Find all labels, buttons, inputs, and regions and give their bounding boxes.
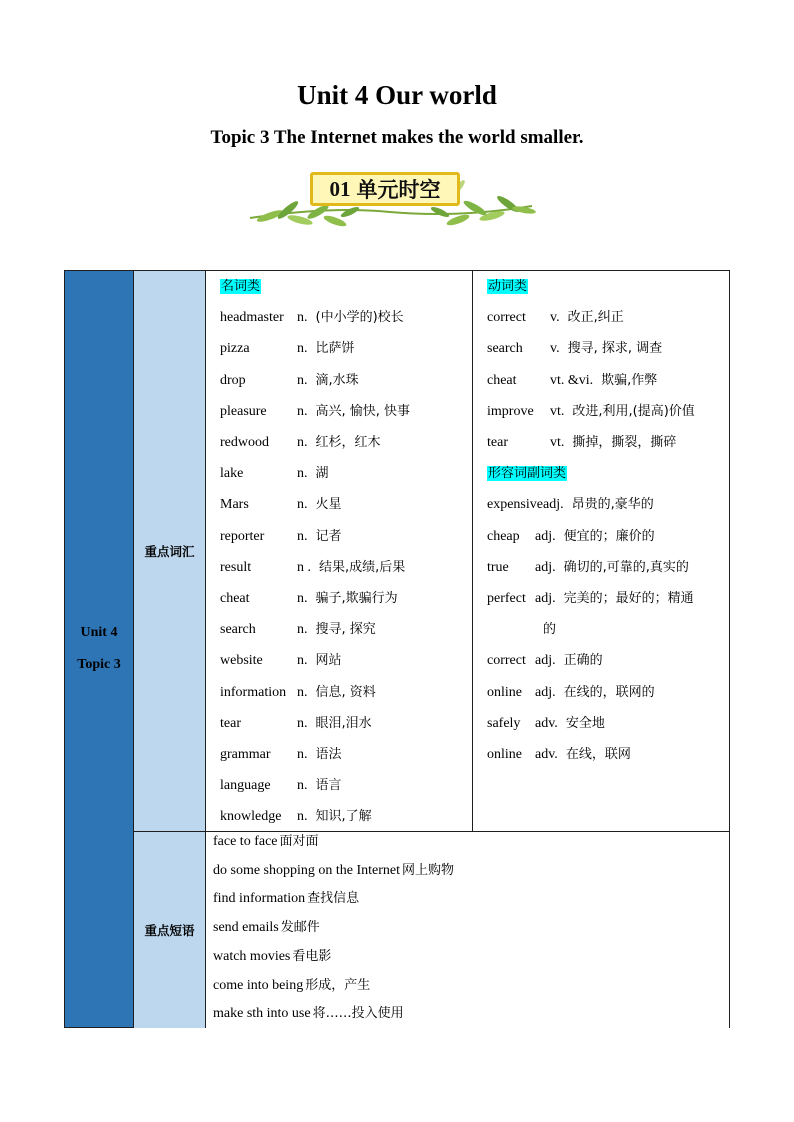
vocab-entry <box>487 370 657 392</box>
vocab-pos: adj. <box>535 559 556 575</box>
phrase-item <box>213 860 454 882</box>
vocab-meaning: 确切的,可靠的,真实的 <box>563 559 689 575</box>
vocab-entry <box>220 588 398 610</box>
vocab-entry <box>220 307 404 329</box>
vocab-entry <box>487 619 556 641</box>
vocab-entry <box>220 619 376 641</box>
vocab-meaning: 撕掉，撕裂，撕碎 <box>572 435 677 450</box>
vocab-meaning: 红杉，红木 <box>315 435 381 450</box>
vocab-meaning: 安全地 <box>565 715 605 731</box>
vocab-pos: n. <box>297 778 308 794</box>
vocab-category-cell <box>134 270 206 832</box>
unit-label: Unit 4 <box>80 625 118 640</box>
vocab-entry <box>220 682 376 704</box>
phrase-english: face to face <box>213 834 278 849</box>
vocab-pos: adj. <box>535 591 556 606</box>
vocab-word: correct <box>487 653 526 669</box>
vocab-entry <box>220 526 342 548</box>
banner-number: 01 <box>329 176 351 201</box>
vocab-word: perfect <box>487 591 526 606</box>
vocab-meaning: 火星 <box>315 497 342 513</box>
vocab-pos: n. <box>297 372 308 388</box>
vocab-pos: adv. <box>535 747 558 762</box>
phrase-item <box>213 888 359 910</box>
vocab-entry <box>220 338 355 360</box>
topic-label: Topic 3 <box>77 657 121 672</box>
vocab-meaning: 记者 <box>315 528 342 544</box>
vocab-word: cheap <box>487 528 520 544</box>
phrase-item <box>213 831 319 853</box>
vocab-word: pizza <box>220 341 250 357</box>
vocab-meaning: 改正,纠正 <box>567 310 624 326</box>
vocab-entry <box>220 401 410 423</box>
banner-box <box>310 172 460 206</box>
verbs-heading: 动词类 <box>488 279 528 294</box>
vocab-meaning: 知识,了解 <box>315 809 372 825</box>
vocab-word: search <box>220 622 256 638</box>
vocab-pos: v. <box>550 310 560 326</box>
phrase-item <box>213 917 320 939</box>
vocab-entry <box>487 526 655 548</box>
vocab-word: website <box>220 653 263 669</box>
phrase-chinese: 网上购物 <box>402 862 455 878</box>
vocab-entry <box>487 588 694 610</box>
vocab-word: drop <box>220 372 246 388</box>
vocab-word: correct <box>487 310 526 326</box>
vocab-meaning: 在线，联网 <box>565 747 631 762</box>
vocab-pos: adj. <box>535 653 556 669</box>
vocab-word: tear <box>487 435 508 450</box>
vocab-pos: vt. <box>550 403 565 419</box>
banner-text: 单元时空 <box>356 178 441 202</box>
vocab-entry <box>487 338 662 360</box>
vocab-meaning: 搜寻, 探求, 调查 <box>567 341 663 357</box>
vocab-word: information <box>220 684 287 700</box>
vocab-word: pleasure <box>220 403 267 419</box>
vocab-word: cheat <box>487 372 517 388</box>
phrases-cell <box>206 831 730 1028</box>
vocab-meaning: 完美的；最好的；精通 <box>563 591 694 606</box>
vocab-entry <box>220 494 342 516</box>
vocab-meaning: 高兴, 愉快, 快事 <box>315 403 411 419</box>
vocab-word: safely <box>487 715 521 731</box>
vocab-entry <box>220 463 329 485</box>
vocab-pos: vt. <box>550 435 565 450</box>
vocab-word: reporter <box>220 528 265 544</box>
vocab-entry <box>487 432 676 454</box>
vocab-pos: n. <box>297 622 308 638</box>
vocab-entry <box>487 682 655 704</box>
vocab-meaning: 改进,利用,(提高)价值 <box>572 403 695 419</box>
vocab-meaning: (中小学的)校长 <box>315 310 404 326</box>
vocab-entry <box>220 432 381 454</box>
phrase-english: come into being <box>213 977 304 993</box>
vocab-word: grammar <box>220 747 271 762</box>
phrase-english: make sth into use <box>213 1006 311 1022</box>
vocab-meaning: 昂贵的,豪华的 <box>571 497 654 513</box>
vocab-pos: adj. <box>542 497 564 513</box>
vocab-pos: n. <box>297 747 308 762</box>
phrase-chinese: 面对面 <box>279 834 319 849</box>
vocab-pos: n. <box>297 715 308 731</box>
vocab-entry <box>487 307 624 329</box>
unit-cell <box>64 270 134 1028</box>
vocab-pos: adj. <box>535 528 556 544</box>
vocab-meaning: 正确的 <box>563 653 603 669</box>
vocab-word: online <box>487 684 522 700</box>
vocab-meaning: 在线的，联网的 <box>563 684 655 700</box>
phrase-chinese: 发邮件 <box>280 920 320 936</box>
vocab-entry <box>220 370 359 392</box>
vocab-word: Mars <box>220 497 249 513</box>
nouns-cell <box>206 270 473 832</box>
vocab-pos: adj. <box>535 684 556 700</box>
vocab-meaning: 网站 <box>315 653 342 669</box>
vocab-meaning: 比萨饼 <box>315 341 355 357</box>
vocab-word: cheat <box>220 591 250 606</box>
vocab-entry <box>487 744 631 766</box>
vocab-pos: n. <box>297 403 308 419</box>
page-subtitle: Topic 3 The Internet makes the world smaller. <box>210 127 584 148</box>
vocab-pos: vt. &vi. <box>550 372 594 388</box>
vocab-meaning: 的 <box>543 622 557 638</box>
adj-adv-heading: 形容词副词类 <box>488 466 567 482</box>
vocab-word: tear <box>220 715 241 731</box>
vocab-pos: n. <box>297 809 308 825</box>
vocab-entry <box>220 557 405 579</box>
vocab-word: online <box>487 747 522 762</box>
vocab-word: lake <box>220 466 244 482</box>
verbs-heading-row <box>487 276 528 298</box>
vocab-pos: n. <box>297 653 308 669</box>
vocab-meaning: 欺骗,作弊 <box>601 372 658 388</box>
vocab-entry <box>487 713 605 735</box>
vocab-word: result <box>220 559 252 575</box>
vocab-pos: n. <box>297 435 308 450</box>
phrase-item <box>213 975 370 997</box>
adj-adv-heading-row <box>487 463 567 485</box>
phrase-category-label: 重点短语 <box>144 923 195 938</box>
vocab-meaning: 便宜的；廉价的 <box>563 528 655 544</box>
vocab-entry <box>220 775 342 797</box>
vocab-meaning: 语言 <box>315 778 342 794</box>
vocab-meaning: 信息, 资料 <box>315 684 376 700</box>
vocab-pos: adv. <box>535 715 558 731</box>
vocab-pos: n. <box>297 684 308 700</box>
vocab-pos: n. <box>297 466 308 482</box>
phrase-item <box>213 946 331 968</box>
vocab-word: headmaster <box>220 310 284 326</box>
vocab-meaning: 搜寻, 探究 <box>315 622 376 638</box>
vocab-pos: n. <box>297 310 308 326</box>
phrase-category-cell <box>134 831 206 1028</box>
vocab-entry <box>487 557 689 579</box>
vocab-pos: n . <box>297 559 311 575</box>
phrase-english: watch movies <box>213 948 291 964</box>
vocab-meaning: 滴,水珠 <box>315 372 359 388</box>
phrase-chinese: 形成，产生 <box>305 977 371 993</box>
nouns-heading-row <box>220 276 261 298</box>
vocab-word: language <box>220 778 271 794</box>
vocab-meaning: 眼泪,泪水 <box>315 715 372 731</box>
vocab-table <box>64 270 730 1028</box>
vocab-word: true <box>487 559 509 575</box>
nouns-heading: 名词类 <box>221 279 261 294</box>
vocab-word: improve <box>487 403 534 419</box>
vocab-pos: n. <box>297 528 308 544</box>
vocab-pos: n. <box>297 497 308 513</box>
vocab-word: search <box>487 341 523 357</box>
phrase-chinese: 看电影 <box>292 948 332 964</box>
phrase-english: do some shopping on the Internet <box>213 862 401 878</box>
vocab-meaning: 湖 <box>315 466 329 482</box>
vocab-pos: v. <box>550 341 560 357</box>
vocab-entry <box>487 650 603 672</box>
page-title: Unit 4 Our world <box>297 80 497 110</box>
vocab-entry <box>487 401 695 423</box>
phrase-item <box>213 1003 404 1025</box>
vocab-meaning: 骗子,欺骗行为 <box>315 591 398 606</box>
section-banner <box>240 166 540 232</box>
vocab-meaning: 结果,成绩,后果 <box>319 559 406 575</box>
vocab-entry <box>220 650 342 672</box>
phrase-english: send emails <box>213 920 279 936</box>
verbs-adjs-cell <box>473 270 730 832</box>
phrase-english: find information <box>213 891 306 907</box>
vocab-entry <box>487 494 654 516</box>
vocab-word: redwood <box>220 435 269 450</box>
vocab-entry <box>220 713 372 735</box>
vocab-word: knowledge <box>220 809 282 825</box>
vocab-word: expensive <box>487 497 543 513</box>
vocab-meaning: 语法 <box>315 747 342 762</box>
vocab-pos: n. <box>297 341 308 357</box>
phrase-chinese: 将……投入使用 <box>312 1006 404 1022</box>
vocab-entry <box>220 744 342 766</box>
vocab-category-label: 重点词汇 <box>144 544 195 559</box>
vocab-pos: n. <box>297 591 308 606</box>
vocab-entry <box>220 806 372 828</box>
phrase-chinese: 查找信息 <box>307 891 360 907</box>
